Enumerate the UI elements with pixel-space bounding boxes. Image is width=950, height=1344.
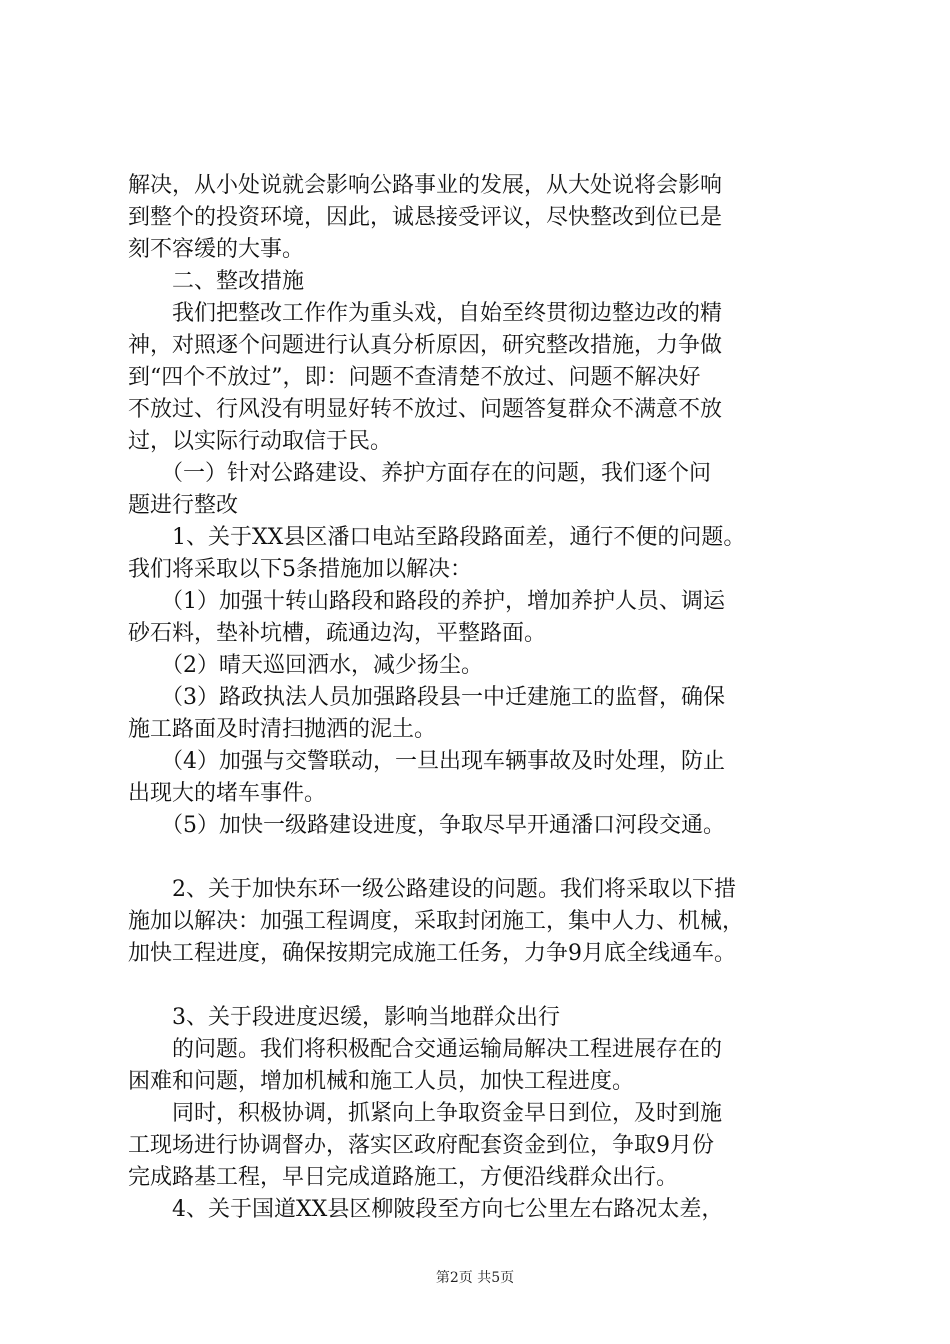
body-line: 二、整改措施 <box>128 269 305 294</box>
blank-line <box>128 970 838 1002</box>
body-line: 神，对照逐个问题进行认真分析原因，研究整改措施，力争做 <box>128 333 723 358</box>
body-line: 到整个的投资环境，因此，诚恳接受评议，尽快整改到位已是 <box>128 205 723 230</box>
body-line: 的问题。我们将积极配合交通运输局解决工程进展存在的 <box>128 1037 723 1062</box>
body-line: 到“四个不放过”，即：问题不查清楚不放过、问题不解决好 <box>128 365 701 390</box>
body-line: 施工路面及时清扫抛洒的泥土。 <box>128 717 437 742</box>
body-line: 砂石料，垫补坑槽，疏通边沟，平整路面。 <box>128 621 547 646</box>
body-line: 出现大的堵车事件。 <box>128 781 327 806</box>
body-line: 完成路基工程，早日完成道路施工，方便沿线群众出行。 <box>128 1165 679 1190</box>
body-line: （5）加快一级路建设进度，争取尽早开通潘口河段交通。 <box>128 813 725 838</box>
body-line: 不放过、行风没有明显好转不放过、问题答复群众不满意不放 <box>128 397 723 422</box>
body-line: 施加以解决：加强工程调度，采取封闭施工，集中人力、机械， <box>128 909 745 934</box>
body-line: 1、关于XX县区潘口电站至路段路面差，通行不便的问题。 <box>128 525 746 550</box>
body-line: （4）加强与交警联动，一旦出现车辆事故及时处理，防止 <box>128 749 725 774</box>
body-line: 同时，积极协调，抓紧向上争取资金早日到位，及时到施 <box>128 1101 723 1126</box>
body-line: 工现场进行协调督办，落实区政府配套资金到位，争取9月份 <box>128 1133 714 1158</box>
body-line: 2、关于加快东环一级公路建设的问题。我们将采取以下措 <box>128 877 736 902</box>
document-body <box>128 170 838 1226</box>
body-line: （2）晴天巡回洒水，减少扬尘。 <box>128 653 483 678</box>
body-line: 过，以实际行动取信于民。 <box>128 429 393 454</box>
body-line: （3）路政执法人员加强路段县一中迁建施工的监督，确保 <box>128 685 725 710</box>
page-footer: 第2页 共5页 <box>435 1270 515 1286</box>
body-line: 题进行整改 <box>128 493 239 518</box>
body-line: 4、关于国道XX县区柳陂段至方向七公里左右路况太差， <box>128 1197 724 1222</box>
body-line: 我们把整改工作作为重头戏，自始至终贯彻边整边改的精 <box>128 301 723 326</box>
body-line: 解决，从小处说就会影响公路事业的发展，从大处说将会影响 <box>128 173 723 198</box>
body-line: 加快工程进度，确保按期完成施工任务，力争9月底全线通车。 <box>128 941 736 966</box>
blank-line <box>128 842 838 874</box>
body-line: 我们将采取以下5条措施加以解决： <box>128 557 472 582</box>
body-line: （一）针对公路建设、养护方面存在的问题，我们逐个问 <box>128 461 712 486</box>
body-line: 困难和问题，增加机械和施工人员，加快工程进度。 <box>128 1069 635 1094</box>
body-line: （1）加强十转山路段和路段的养护，增加养护人员、调运 <box>128 589 725 614</box>
body-line: 3、关于段进度迟缓，影响当地群众出行 <box>128 1005 560 1030</box>
body-line: 刻不容缓的大事。 <box>128 237 305 262</box>
